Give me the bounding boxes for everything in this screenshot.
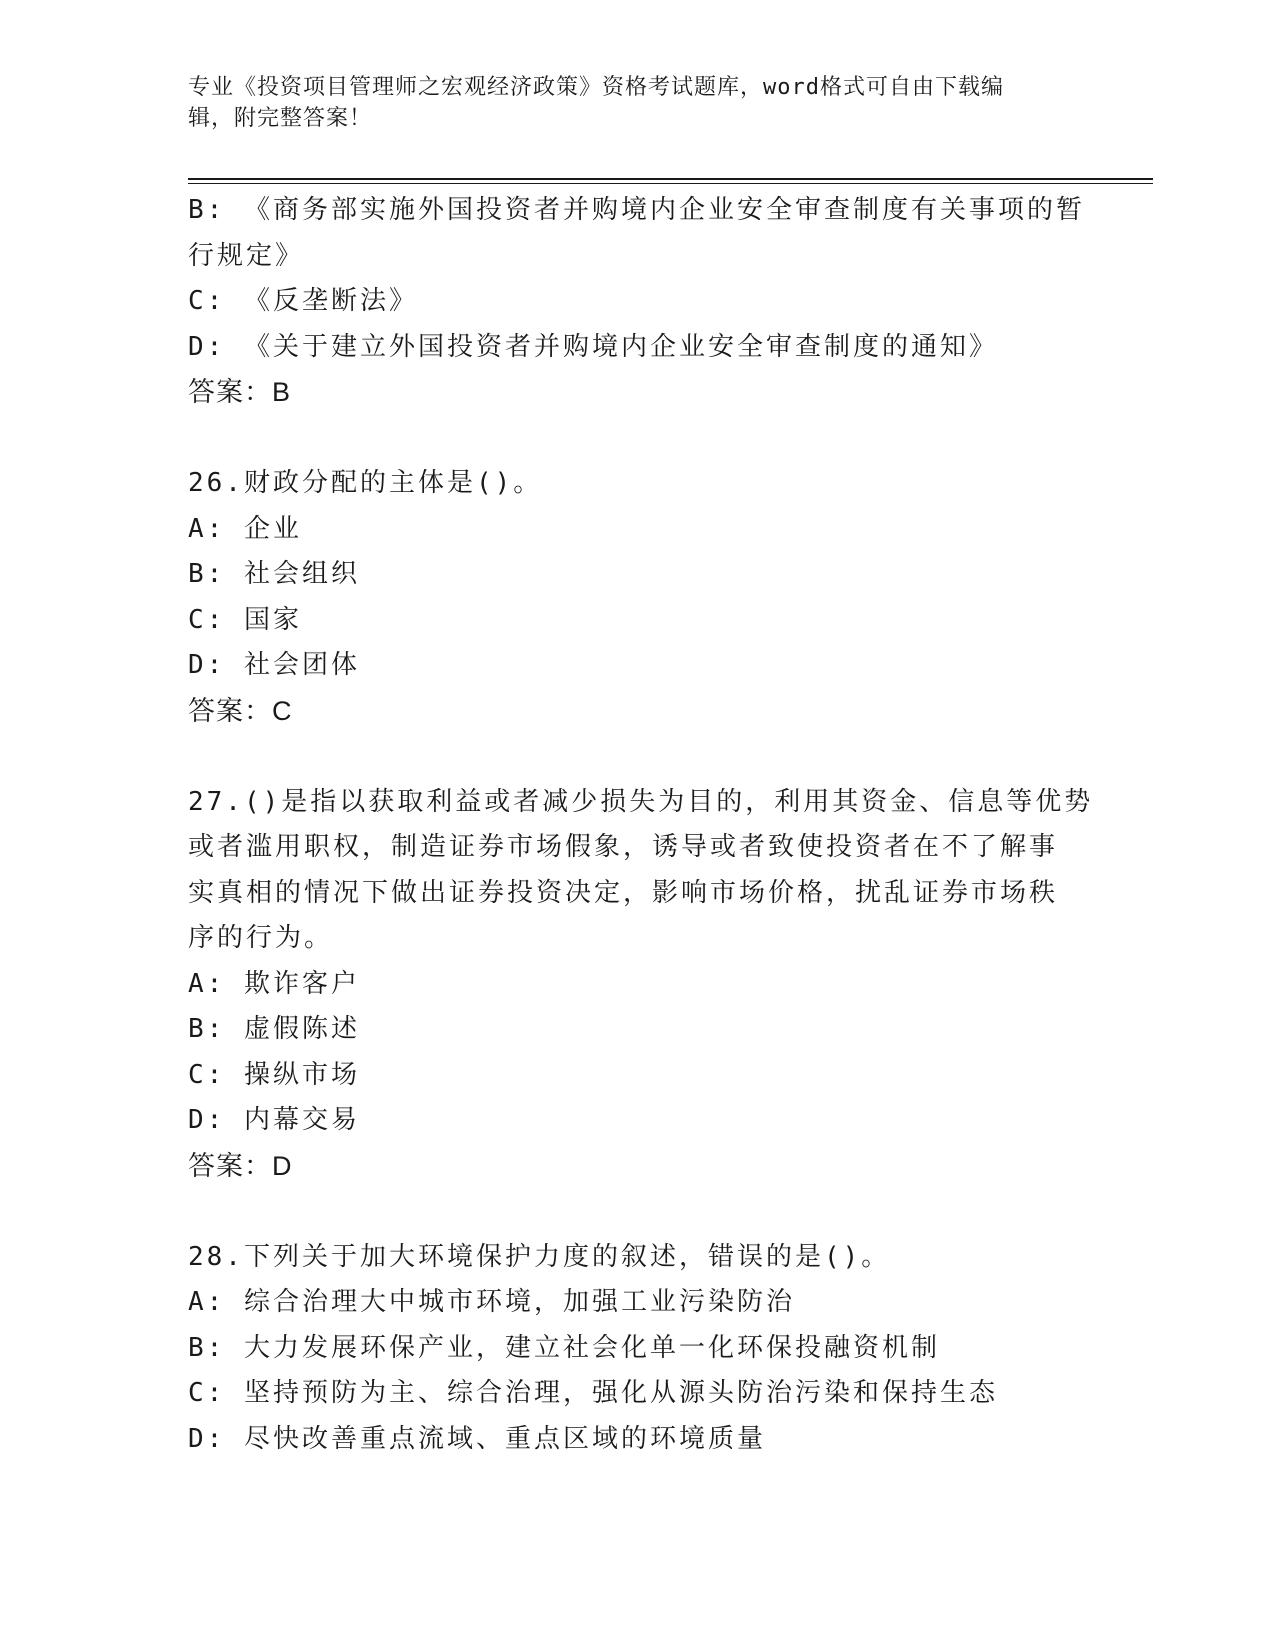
option-d: D: 内幕交易 [188, 1105, 360, 1135]
option-c: C: 《反垄断法》 [188, 286, 418, 316]
option-c: C: 国家 [188, 604, 302, 635]
question-27 [188, 780, 1094, 1190]
question-stem: 28.下列关于加大环境保护力度的叙述，错误的是()。 [188, 1241, 891, 1272]
question-28 [188, 1235, 1088, 1463]
question-stem: 26.财政分配的主体是()。 [188, 468, 543, 498]
option-b: B: 《商务部实施外国投资者并购境内企业安全审查制度有关事项的暂 [188, 195, 1085, 225]
option-d: D: 社会团体 [188, 650, 360, 680]
question-stem-line-4: 序的行为。 [188, 923, 334, 953]
answer: 答案：C [188, 695, 293, 726]
question-list [188, 188, 1094, 1462]
option-c: C: 操纵市场 [188, 1059, 360, 1090]
header-divider-thin [188, 183, 1153, 184]
option-c: C: 坚持预防为主、综合治理，强化从源头防治污染和保持生态 [188, 1378, 998, 1408]
option-a: A: 综合治理大中城市环境，加强工业污染防治 [188, 1287, 795, 1317]
option-d: D: 《关于建立外国投资者并购境内企业安全审查制度的通知》 [188, 331, 998, 362]
option-b: B: 大力发展环保产业，建立社会化单一化环保投融资机制 [188, 1332, 940, 1363]
question-26 [188, 461, 1088, 734]
answer: 答案：D [188, 1150, 293, 1181]
document-header [188, 72, 1088, 134]
header-line-1: 专业《投资项目管理师之宏观经济政策》资格考试题库，word格式可自由下载编 [188, 75, 1004, 100]
option-a: A: 企业 [188, 513, 302, 544]
option-a: A: 欺诈客户 [188, 968, 360, 999]
spacer [188, 734, 1088, 780]
question-stem-line-1: 27.()是指以获取利益或者减少损失为目的，利用其资金、信息等优势 [188, 786, 1094, 817]
spacer [188, 416, 1088, 462]
option-b: B: 社会组织 [188, 559, 360, 589]
header-divider-thick [188, 178, 1153, 180]
option-b-continued: 行规定》 [188, 240, 305, 271]
question-stem-line-2: 或者滥用职权，制造证券市场假象，诱导或者致使投资者在不了解事 [188, 832, 1059, 862]
answer: 答案：B [188, 377, 292, 407]
option-d: D: 尽快改善重点流域、重点区域的环境质量 [188, 1423, 766, 1454]
spacer [188, 1189, 1088, 1235]
question-stem-line-3: 实真相的情况下做出证券投资决定，影响市场价格，扰乱证券市场秩 [188, 877, 1059, 908]
header-line-2: 辑，附完整答案！ [188, 106, 373, 131]
option-b: B: 虚假陈述 [188, 1014, 360, 1044]
question-25 [188, 188, 1088, 416]
